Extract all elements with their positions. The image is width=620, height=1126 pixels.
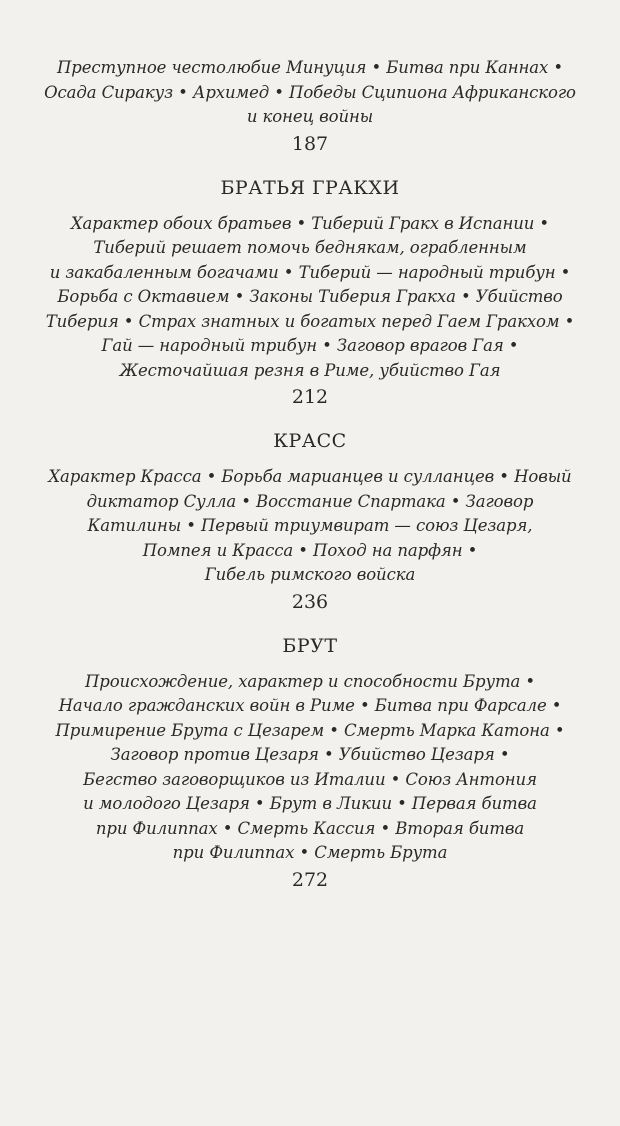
description-line: Заговор против Цезаря • Убийство Цезаря • [110,745,510,764]
section-gracchi [0,176,620,410]
description-line: Преступное честолюбие Минуция • Битва при Каннах • [56,58,564,77]
section-description [0,212,620,384]
section-heading: БРАТЬЯ ГРАКХИ [220,176,400,199]
section-heading: БРУТ [282,634,338,657]
page-number: 236 [291,590,329,613]
description-line: Тиберий решает помочь беднякам, ограбленным [93,238,527,257]
description-line: при Филиппах • Смерть Кассия • Вторая битва [95,818,525,838]
section-description [0,465,620,588]
description-line: и закабаленным богачами • Тиберий — народный трибун • [49,262,571,282]
section-brutus [0,634,620,892]
description-line: Осада Сиракуз • Архимед • Победы Сципиона Африканского [44,82,576,102]
section-description [0,56,620,130]
description-line: диктатор Сулла • Восстание Спартака • Заговор [86,491,534,511]
description-line: Помпея и Красса • Поход на парфян • [142,540,478,560]
description-line: и молодого Цезаря • Брут в Ликии • Первая битва [83,794,537,813]
description-line: Характер Красса • Борьба марианцев и сулланцев • Новый [48,467,572,486]
description-line: Бегство заговорщиков из Италии • Союз Антония [83,769,537,789]
section-crassus [0,429,620,614]
section-continued [0,56,620,156]
description-line: Борьба с Октавием • Законы Тиберия Гракха • Убийство [57,287,563,306]
section-heading: КРАСС [273,430,347,452]
description-line: Тиберия • Страх знатных и богатых перед Гаем Гракхом • [45,311,575,331]
description-line: Характер обоих братьев • Тиберий Гракх в Испании • [70,213,550,233]
description-line: Происхождение, характер и способности Брута • [84,671,536,691]
section-description [0,670,620,866]
description-line: Начало гражданских войн в Риме • Битва при Фарсале • [58,696,562,715]
description-line: Примирение Брута с Цезарем • Смерть Марка Катона • [55,720,565,740]
description-line: и конец войны [246,107,374,126]
page-number: 212 [291,386,329,408]
description-line: Катилины • Первый триумвират — союз Цезаря, [87,516,533,535]
description-line: Гай — народный трибун • Заговор врагов Гая • [101,336,519,355]
description-line: Жесточайшая резня в Риме, убийство Гая [119,360,501,380]
description-line: Гибель римского войска [204,565,416,584]
page-number: 272 [291,868,329,891]
description-line: при Филиппах • Смерть Брута [172,843,448,862]
page-number: 187 [291,132,329,155]
